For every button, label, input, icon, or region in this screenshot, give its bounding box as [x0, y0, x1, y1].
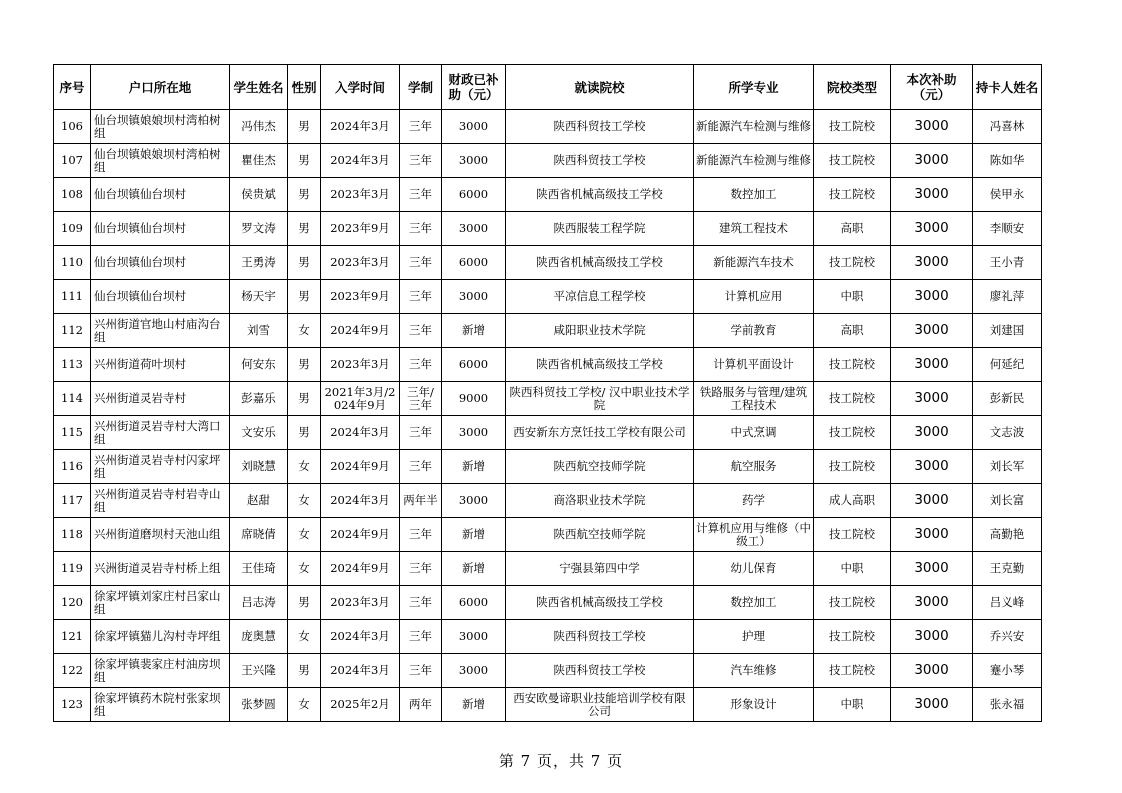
table-row: [54, 212, 1042, 246]
cell-subsidized-amount: 新增: [442, 688, 506, 722]
cell-school-type: 高职: [814, 314, 891, 348]
cell-gender: 男: [288, 178, 321, 212]
cell-student-name: 何安东: [230, 348, 288, 382]
table-row: [54, 314, 1042, 348]
cell-current-subsidy: 3000: [891, 246, 973, 280]
table-row: [54, 144, 1042, 178]
cell-index: 118: [54, 518, 91, 552]
cell-program-length: 三年: [400, 348, 442, 382]
cell-student-name: 文安乐: [230, 416, 288, 450]
cell-cardholder-name: 廖礼萍: [973, 280, 1042, 314]
header-cardholder-name: 持卡人姓名: [973, 65, 1042, 110]
cell-student-name: 冯伟杰: [230, 110, 288, 144]
cell-major: 数控加工: [694, 586, 814, 620]
cell-gender: 男: [288, 382, 321, 416]
table-row: [54, 450, 1042, 484]
cell-cardholder-name: 陈如华: [973, 144, 1042, 178]
cell-index: 115: [54, 416, 91, 450]
cell-enrollment-date: 2024年3月: [321, 416, 400, 450]
cell-school: 陕西省机械高级技工学校: [506, 178, 694, 212]
cell-enrollment-date: 2023年3月: [321, 586, 400, 620]
cell-current-subsidy: 3000: [891, 654, 973, 688]
cell-program-length: 三年: [400, 518, 442, 552]
table-row: [54, 382, 1042, 416]
cell-school: 宁强县第四中学: [506, 552, 694, 586]
cell-enrollment-date: 2024年3月: [321, 484, 400, 518]
cell-cardholder-name: 刘长军: [973, 450, 1042, 484]
cell-subsidized-amount: 3000: [442, 654, 506, 688]
cell-program-length: 三年: [400, 620, 442, 654]
table-row: [54, 246, 1042, 280]
cell-cardholder-name: 刘长富: [973, 484, 1042, 518]
cell-index: 117: [54, 484, 91, 518]
cell-index: 107: [54, 144, 91, 178]
cell-subsidized-amount: 3000: [442, 280, 506, 314]
table-row: [54, 110, 1042, 144]
cell-major: 药学: [694, 484, 814, 518]
table-row: [54, 484, 1042, 518]
table-row: [54, 620, 1042, 654]
cell-major: 新能源汽车检测与维修: [694, 144, 814, 178]
cell-cardholder-name: 王克勤: [973, 552, 1042, 586]
cell-student-name: 刘晓慧: [230, 450, 288, 484]
cell-index: 112: [54, 314, 91, 348]
cell-hukou-location: 仙台坝镇娘娘坝村湾柏树组: [91, 144, 230, 178]
cell-subsidized-amount: 3000: [442, 416, 506, 450]
cell-program-length: 三年: [400, 246, 442, 280]
cell-subsidized-amount: 3000: [442, 144, 506, 178]
table-row: [54, 586, 1042, 620]
cell-index: 122: [54, 654, 91, 688]
cell-enrollment-date: 2023年3月: [321, 178, 400, 212]
cell-school-type: 技工院校: [814, 416, 891, 450]
table-row: [54, 280, 1042, 314]
cell-school-type: 中职: [814, 688, 891, 722]
cell-gender: 男: [288, 246, 321, 280]
table-row: [54, 654, 1042, 688]
cell-hukou-location: 兴州街道灵岩寺村闪家坪组: [91, 450, 230, 484]
cell-major: 新能源汽车技术: [694, 246, 814, 280]
cell-index: 116: [54, 450, 91, 484]
cell-hukou-location: 兴洲街道灵岩寺村桥上组: [91, 552, 230, 586]
cell-school: 陕西科贸技工学校: [506, 110, 694, 144]
cell-subsidized-amount: 新增: [442, 450, 506, 484]
cell-major: 建筑工程技术: [694, 212, 814, 246]
cell-enrollment-date: 2024年9月: [321, 552, 400, 586]
cell-hukou-location: 兴州街道灵岩寺村岩寺山组: [91, 484, 230, 518]
cell-index: 119: [54, 552, 91, 586]
cell-index: 121: [54, 620, 91, 654]
cell-current-subsidy: 3000: [891, 586, 973, 620]
cell-student-name: 王兴隆: [230, 654, 288, 688]
cell-program-length: 三年: [400, 178, 442, 212]
header-index: 序号: [54, 65, 91, 110]
cell-current-subsidy: 3000: [891, 518, 973, 552]
cell-student-name: 瞿佳杰: [230, 144, 288, 178]
cell-gender: 男: [288, 212, 321, 246]
cell-index: 109: [54, 212, 91, 246]
page-number: 第 7 页，共 7 页: [498, 752, 624, 770]
cell-major: 数控加工: [694, 178, 814, 212]
table-row: [54, 348, 1042, 382]
cell-hukou-location: 仙台坝镇仙台坝村: [91, 212, 230, 246]
cell-school-type: 技工院校: [814, 348, 891, 382]
cell-subsidized-amount: 6000: [442, 178, 506, 212]
cell-major: 铁路服务与管理/建筑工程技术: [694, 382, 814, 416]
cell-program-length: 三年: [400, 654, 442, 688]
cell-school-type: 技工院校: [814, 382, 891, 416]
cell-hukou-location: 仙台坝镇娘娘坝村湾柏树组: [91, 110, 230, 144]
cell-index: 108: [54, 178, 91, 212]
cell-index: 114: [54, 382, 91, 416]
cell-enrollment-date: 2023年3月: [321, 348, 400, 382]
cell-current-subsidy: 3000: [891, 688, 973, 722]
cell-school-type: 高职: [814, 212, 891, 246]
table-row: [54, 416, 1042, 450]
cell-student-name: 赵甜: [230, 484, 288, 518]
cell-current-subsidy: 3000: [891, 212, 973, 246]
cell-current-subsidy: 3000: [891, 178, 973, 212]
cell-school: 商洛职业技术学院: [506, 484, 694, 518]
cell-school-type: 技工院校: [814, 586, 891, 620]
subsidy-table: [53, 64, 1042, 722]
cell-hukou-location: 徐家坪镇药木院村张家坝组: [91, 688, 230, 722]
cell-hukou-location: 兴州街道荷叶坝村: [91, 348, 230, 382]
cell-gender: 女: [288, 484, 321, 518]
cell-student-name: 王勇涛: [230, 246, 288, 280]
cell-student-name: 杨天宇: [230, 280, 288, 314]
cell-program-length: 三年: [400, 110, 442, 144]
cell-school: 西安欧曼谛职业技能培训学校有限公司: [506, 688, 694, 722]
cell-major: 计算机应用与维修（中级工）: [694, 518, 814, 552]
cell-enrollment-date: 2023年9月: [321, 212, 400, 246]
cell-hukou-location: 徐家坪镇裴家庄村油房坝组: [91, 654, 230, 688]
cell-gender: 女: [288, 518, 321, 552]
cell-subsidized-amount: 9000: [442, 382, 506, 416]
cell-major: 护理: [694, 620, 814, 654]
cell-student-name: 席晓倩: [230, 518, 288, 552]
cell-school: 西安新东方烹饪技工学校有限公司: [506, 416, 694, 450]
cell-gender: 女: [288, 688, 321, 722]
cell-hukou-location: 仙台坝镇仙台坝村: [91, 178, 230, 212]
cell-school: 陕西服装工程学院: [506, 212, 694, 246]
cell-index: 123: [54, 688, 91, 722]
cell-cardholder-name: 刘建国: [973, 314, 1042, 348]
cell-major: 中式烹调: [694, 416, 814, 450]
cell-gender: 男: [288, 416, 321, 450]
cell-cardholder-name: 李顺安: [973, 212, 1042, 246]
cell-program-length: 三年: [400, 450, 442, 484]
cell-cardholder-name: 何延纪: [973, 348, 1042, 382]
cell-enrollment-date: 2021年3月/2024年9月: [321, 382, 400, 416]
header-gender: 性别: [288, 65, 321, 110]
cell-hukou-location: 兴州街道官地山村庙沟台组: [91, 314, 230, 348]
cell-program-length: 三年: [400, 552, 442, 586]
cell-school: 陕西科贸技工学校: [506, 144, 694, 178]
cell-major: 汽车维修: [694, 654, 814, 688]
cell-school: 陕西省机械高级技工学校: [506, 246, 694, 280]
cell-enrollment-date: 2024年9月: [321, 314, 400, 348]
cell-major: 幼儿保育: [694, 552, 814, 586]
cell-major: 形象设计: [694, 688, 814, 722]
cell-school-type: 技工院校: [814, 654, 891, 688]
cell-enrollment-date: 2024年9月: [321, 518, 400, 552]
cell-current-subsidy: 3000: [891, 416, 973, 450]
cell-current-subsidy: 3000: [891, 450, 973, 484]
cell-hukou-location: 徐家坪镇猫儿沟村寺坪组: [91, 620, 230, 654]
cell-subsidized-amount: 3000: [442, 620, 506, 654]
header-enrollment-date: 入学时间: [321, 65, 400, 110]
cell-enrollment-date: 2023年3月: [321, 246, 400, 280]
table-row: [54, 688, 1042, 722]
cell-gender: 男: [288, 348, 321, 382]
cell-program-length: 三年: [400, 586, 442, 620]
cell-enrollment-date: 2024年3月: [321, 620, 400, 654]
cell-program-length: 三年: [400, 144, 442, 178]
header-student-name: 学生姓名: [230, 65, 288, 110]
cell-gender: 男: [288, 654, 321, 688]
cell-current-subsidy: 3000: [891, 280, 973, 314]
cell-index: 113: [54, 348, 91, 382]
cell-gender: 女: [288, 450, 321, 484]
table-row: [54, 518, 1042, 552]
cell-major: 新能源汽车检测与维修: [694, 110, 814, 144]
cell-current-subsidy: 3000: [891, 484, 973, 518]
cell-current-subsidy: 3000: [891, 110, 973, 144]
cell-enrollment-date: 2024年3月: [321, 654, 400, 688]
cell-major: 计算机应用: [694, 280, 814, 314]
cell-current-subsidy: 3000: [891, 144, 973, 178]
table-row: [54, 178, 1042, 212]
cell-hukou-location: 仙台坝镇仙台坝村: [91, 246, 230, 280]
cell-school: 咸阳职业技术学院: [506, 314, 694, 348]
cell-subsidized-amount: 新增: [442, 552, 506, 586]
cell-index: 106: [54, 110, 91, 144]
cell-student-name: 庞奥慧: [230, 620, 288, 654]
cell-subsidized-amount: 3000: [442, 212, 506, 246]
cell-gender: 男: [288, 586, 321, 620]
cell-enrollment-date: 2024年9月: [321, 450, 400, 484]
header-school-type: 院校类型: [814, 65, 891, 110]
cell-index: 120: [54, 586, 91, 620]
header-row: [54, 65, 1042, 110]
cell-current-subsidy: 3000: [891, 620, 973, 654]
cell-school: 陕西科贸技工学校/ 汉中职业技术学院: [506, 382, 694, 416]
cell-cardholder-name: 乔兴安: [973, 620, 1042, 654]
cell-school-type: 技工院校: [814, 450, 891, 484]
cell-student-name: 罗文涛: [230, 212, 288, 246]
cell-cardholder-name: 吕义峰: [973, 586, 1042, 620]
cell-gender: 男: [288, 280, 321, 314]
cell-enrollment-date: 2024年3月: [321, 110, 400, 144]
cell-program-length: 三年: [400, 416, 442, 450]
cell-school-type: 技工院校: [814, 246, 891, 280]
cell-program-length: 两年半: [400, 484, 442, 518]
cell-school: 陕西航空技师学院: [506, 450, 694, 484]
cell-program-length: 三年: [400, 280, 442, 314]
cell-major: 计算机平面设计: [694, 348, 814, 382]
cell-school-type: 技工院校: [814, 178, 891, 212]
cell-program-length: 三年: [400, 212, 442, 246]
cell-cardholder-name: 蹇小琴: [973, 654, 1042, 688]
cell-school: 陕西航空技师学院: [506, 518, 694, 552]
cell-subsidized-amount: 6000: [442, 586, 506, 620]
cell-school: 陕西科贸技工学校: [506, 654, 694, 688]
cell-school-type: 成人高职: [814, 484, 891, 518]
cell-enrollment-date: 2025年2月: [321, 688, 400, 722]
cell-school-type: 中职: [814, 280, 891, 314]
cell-hukou-location: 兴州街道灵岩寺村: [91, 382, 230, 416]
table-body: [54, 110, 1042, 722]
cell-school: 平凉信息工程学校: [506, 280, 694, 314]
cell-cardholder-name: 王小青: [973, 246, 1042, 280]
header-major: 所学专业: [694, 65, 814, 110]
cell-program-length: 三年/三年: [400, 382, 442, 416]
cell-program-length: 三年: [400, 314, 442, 348]
cell-student-name: 侯贵斌: [230, 178, 288, 212]
cell-hukou-location: 仙台坝镇仙台坝村: [91, 280, 230, 314]
cell-major: 学前教育: [694, 314, 814, 348]
cell-school-type: 技工院校: [814, 110, 891, 144]
cell-gender: 男: [288, 144, 321, 178]
cell-school-type: 技工院校: [814, 620, 891, 654]
cell-gender: 女: [288, 552, 321, 586]
cell-cardholder-name: 张永福: [973, 688, 1042, 722]
cell-cardholder-name: 冯喜林: [973, 110, 1042, 144]
cell-gender: 男: [288, 110, 321, 144]
cell-hukou-location: 兴州街道磨坝村天池山组: [91, 518, 230, 552]
cell-current-subsidy: 3000: [891, 382, 973, 416]
cell-school: 陕西科贸技工学校: [506, 620, 694, 654]
cell-subsidized-amount: 3000: [442, 484, 506, 518]
header-current-subsidy: 本次补助（元）: [891, 65, 973, 110]
cell-subsidized-amount: 新增: [442, 518, 506, 552]
table-row: [54, 552, 1042, 586]
cell-subsidized-amount: 3000: [442, 110, 506, 144]
cell-program-length: 两年: [400, 688, 442, 722]
cell-school: 陕西省机械高级技工学校: [506, 586, 694, 620]
cell-cardholder-name: 侯甲永: [973, 178, 1042, 212]
cell-school-type: 中职: [814, 552, 891, 586]
cell-subsidized-amount: 新增: [442, 314, 506, 348]
header-program-length: 学制: [400, 65, 442, 110]
cell-hukou-location: 兴州街道灵岩寺村大湾口组: [91, 416, 230, 450]
cell-current-subsidy: 3000: [891, 314, 973, 348]
cell-index: 111: [54, 280, 91, 314]
cell-cardholder-name: 文志波: [973, 416, 1042, 450]
cell-cardholder-name: 高勤艳: [973, 518, 1042, 552]
cell-school: 陕西省机械高级技工学校: [506, 348, 694, 382]
cell-student-name: 刘雪: [230, 314, 288, 348]
cell-gender: 女: [288, 620, 321, 654]
cell-current-subsidy: 3000: [891, 552, 973, 586]
cell-index: 110: [54, 246, 91, 280]
cell-school-type: 技工院校: [814, 144, 891, 178]
header-subsidized-amount: 财政已补助（元）: [442, 65, 506, 110]
cell-subsidized-amount: 6000: [442, 348, 506, 382]
cell-subsidized-amount: 6000: [442, 246, 506, 280]
cell-enrollment-date: 2024年3月: [321, 144, 400, 178]
cell-student-name: 吕志涛: [230, 586, 288, 620]
cell-major: 航空服务: [694, 450, 814, 484]
cell-hukou-location: 徐家坪镇刘家庄村吕家山组: [91, 586, 230, 620]
header-hukou-location: 户口所在地: [91, 65, 230, 110]
cell-enrollment-date: 2023年9月: [321, 280, 400, 314]
cell-cardholder-name: 彭新民: [973, 382, 1042, 416]
cell-school-type: 技工院校: [814, 518, 891, 552]
cell-gender: 女: [288, 314, 321, 348]
cell-student-name: 王佳琦: [230, 552, 288, 586]
cell-student-name: 彭嘉乐: [230, 382, 288, 416]
cell-current-subsidy: 3000: [891, 348, 973, 382]
header-school: 就读院校: [506, 65, 694, 110]
cell-student-name: 张梦圆: [230, 688, 288, 722]
